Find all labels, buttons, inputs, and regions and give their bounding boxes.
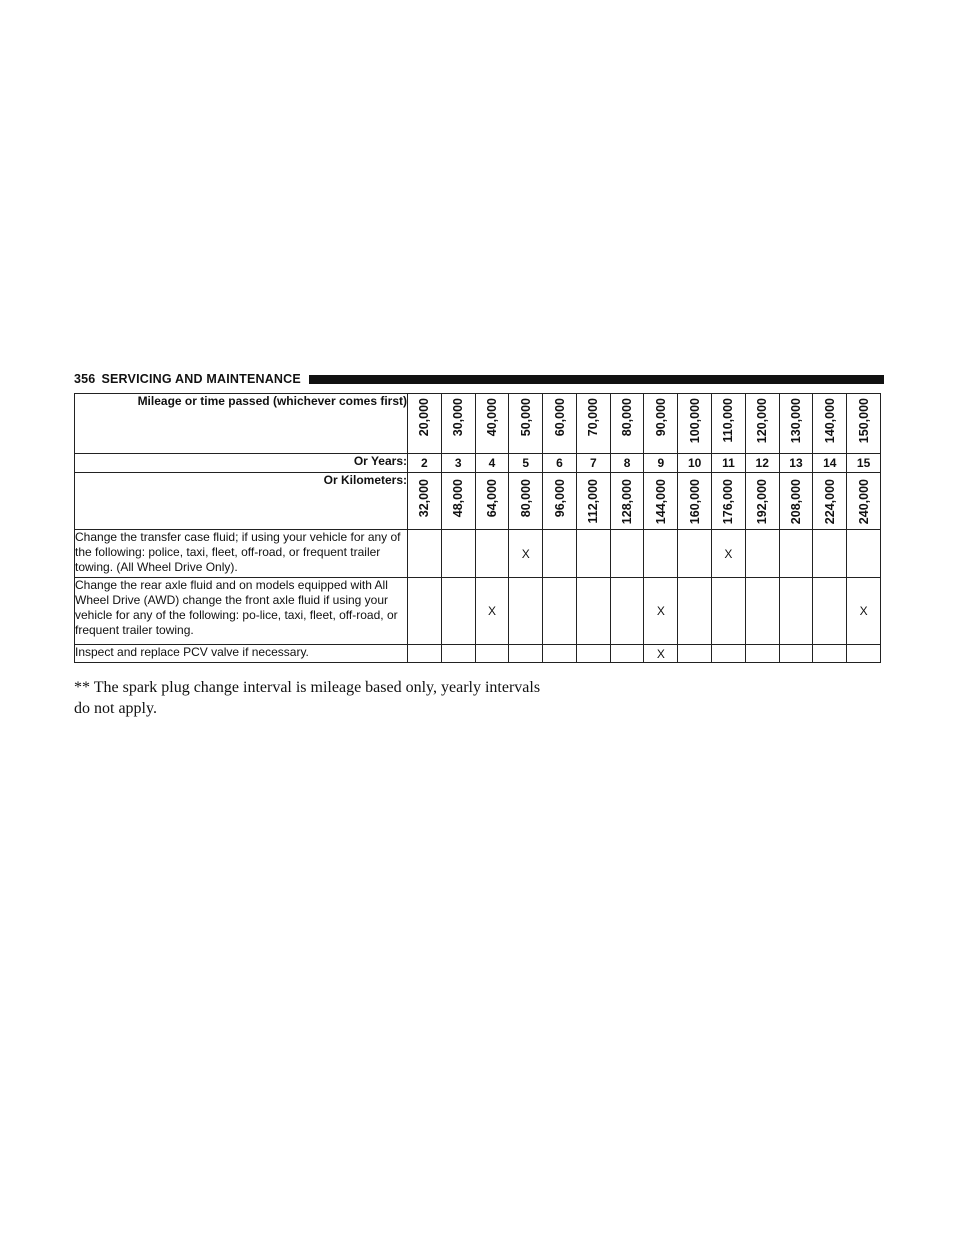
task-row [75,530,881,578]
year-value: 10 [678,454,712,473]
mileage-value-text: 120,000 [755,398,770,444]
kilometers-value [644,473,678,530]
mileage-value-text: 70,000 [586,398,601,437]
task-mark [712,578,746,645]
task-mark [712,645,746,663]
kilometers-value [610,473,644,530]
kilometers-value-text: 96,000 [552,479,567,518]
section-title: SERVICING AND MAINTENANCE [101,372,301,386]
kilometers-label: Or Kilometers: [75,473,408,530]
mileage-value-text: 90,000 [653,398,668,437]
year-value: 5 [509,454,543,473]
kilometers-value [813,473,847,530]
years-row [75,454,881,473]
task-mark [509,645,543,663]
task-mark [610,530,644,578]
task-mark [543,578,577,645]
task-description: Inspect and replace PCV valve if necessary. [75,645,408,663]
kilometers-value-text: 128,000 [620,479,635,525]
maintenance-schedule-table [74,393,881,663]
mileage-value-text: 100,000 [687,398,702,444]
kilometers-value [576,473,610,530]
kilometers-row [75,473,881,530]
kilometers-value-text: 64,000 [484,479,499,518]
mileage-value-text: 60,000 [552,398,567,437]
mileage-value [576,394,610,454]
task-mark [678,645,712,663]
mileage-value [543,394,577,454]
mileage-value [408,394,442,454]
mileage-value [712,394,746,454]
task-mark [576,530,610,578]
year-value: 14 [813,454,847,473]
mileage-value [745,394,779,454]
kilometers-value-text: 80,000 [518,479,533,518]
mileage-value [509,394,543,454]
task-mark [408,578,442,645]
kilometers-value [543,473,577,530]
task-mark [509,578,543,645]
task-mark: X [509,530,543,578]
task-mark [678,530,712,578]
task-mark [813,530,847,578]
kilometers-value [745,473,779,530]
mileage-value [475,394,509,454]
mileage-value-text: 130,000 [788,398,803,444]
mileage-value [610,394,644,454]
page-number: 356 [74,372,96,386]
task-mark [779,578,813,645]
mileage-row [75,394,881,454]
kilometers-value-text: 192,000 [755,479,770,525]
year-value: 12 [745,454,779,473]
task-mark [745,578,779,645]
kilometers-value-text: 48,000 [451,479,466,518]
mileage-value [813,394,847,454]
year-value: 6 [543,454,577,473]
task-mark [441,645,475,663]
task-mark [847,530,881,578]
kilometers-value [779,473,813,530]
mileage-value [847,394,881,454]
mileage-value [678,394,712,454]
year-value: 7 [576,454,610,473]
task-mark [813,645,847,663]
task-mark [610,645,644,663]
kilometers-value [475,473,509,530]
header-rule [309,375,884,384]
year-value: 8 [610,454,644,473]
page-header [74,371,884,387]
year-value: 13 [779,454,813,473]
mileage-value-text: 50,000 [518,398,533,437]
task-mark: X [712,530,746,578]
task-mark: X [644,578,678,645]
year-value: 9 [644,454,678,473]
task-mark [576,645,610,663]
task-row [75,645,881,663]
task-mark [610,578,644,645]
task-mark [644,530,678,578]
task-mark [745,530,779,578]
footnote: ** The spark plug change interval is mileage based only, yearly intervals do not apply. [74,679,541,717]
kilometers-value-text: 144,000 [653,479,668,525]
kilometers-value-text: 224,000 [822,479,837,525]
mileage-value-text: 80,000 [620,398,635,437]
year-value: 4 [475,454,509,473]
task-mark [475,645,509,663]
task-mark [678,578,712,645]
task-mark [543,530,577,578]
task-row [75,578,881,645]
mileage-value-text: 40,000 [484,398,499,437]
task-mark [779,645,813,663]
kilometers-value-text: 208,000 [788,479,803,525]
mileage-value-text: 30,000 [451,398,466,437]
task-mark [441,530,475,578]
kilometers-value-text: 176,000 [721,479,736,525]
year-value: 15 [847,454,881,473]
mileage-value-text: 140,000 [822,398,837,444]
year-value: 11 [712,454,746,473]
task-mark [576,578,610,645]
mileage-value-text: 110,000 [721,398,736,443]
task-mark: X [847,578,881,645]
kilometers-value-text: 32,000 [417,479,432,518]
kilometers-value-text: 240,000 [856,479,871,525]
task-mark [779,530,813,578]
kilometers-value [509,473,543,530]
task-mark [408,645,442,663]
task-mark [847,645,881,663]
task-mark [441,578,475,645]
task-mark [543,645,577,663]
task-mark [475,530,509,578]
mileage-value-text: 150,000 [856,398,871,444]
years-label: Or Years: [75,454,408,473]
task-mark [813,578,847,645]
task-mark: X [644,645,678,663]
kilometers-value-text: 160,000 [687,479,702,525]
kilometers-value [408,473,442,530]
kilometers-value [441,473,475,530]
mileage-value [644,394,678,454]
task-description: Change the rear axle fluid and on models equipped with All Wheel Drive (AWD) change the front axle fluid if using your vehicle for any of the following: po-lice, taxi, fleet, off-road, or frequent trailer towing. [75,578,408,645]
task-description: Change the transfer case fluid; if using your vehicle for any of the following: police, taxi, fleet, off-road, or frequent trailer towing. (All Wheel Drive Only). [75,530,408,578]
year-value: 2 [408,454,442,473]
kilometers-value [678,473,712,530]
year-value: 3 [441,454,475,473]
mileage-label: Mileage or time passed (whichever comes first) [75,394,408,454]
kilometers-value [847,473,881,530]
mileage-value-text: 20,000 [417,398,432,437]
task-mark [745,645,779,663]
task-mark [408,530,442,578]
kilometers-value-text: 112,000 [586,479,601,524]
mileage-value [779,394,813,454]
mileage-value [441,394,475,454]
task-mark: X [475,578,509,645]
kilometers-value [712,473,746,530]
